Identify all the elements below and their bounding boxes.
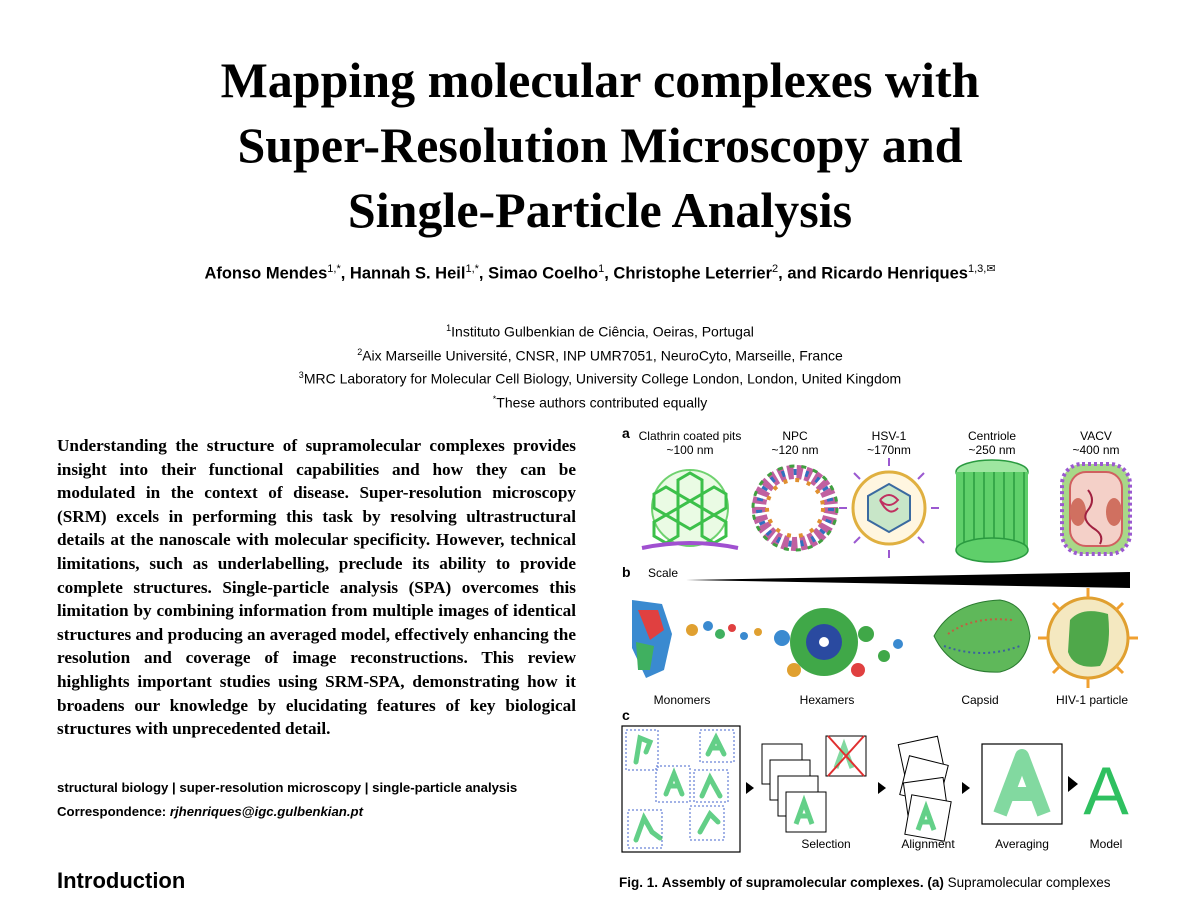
arrow-icon	[962, 782, 970, 794]
title-line-3: Single-Particle Analysis	[347, 182, 853, 238]
centriole-icon	[956, 460, 1028, 562]
panel-b-letter: b	[622, 564, 631, 580]
figure-caption	[619, 874, 1159, 892]
panel-a-name: Centriole	[967, 429, 1017, 443]
panel-c-label: Model	[1089, 837, 1123, 851]
caption-label: Fig. 1.	[619, 875, 659, 890]
arrow-icon	[746, 782, 754, 794]
alignment-stack	[898, 736, 951, 841]
affil-marker: *	[492, 393, 497, 404]
affil-marker: 3	[298, 370, 304, 381]
monomers-icon	[632, 600, 762, 678]
affil-marker: 1	[446, 323, 452, 333]
author-affil-marker: 1,*	[327, 263, 341, 275]
npc-icon	[753, 466, 837, 550]
author-affil-marker: 2	[772, 263, 779, 275]
hexamers-icon	[774, 608, 903, 677]
panel-c-label: Alignment	[901, 837, 955, 851]
panel-a-size: ~100 nm	[666, 443, 714, 457]
author-name: Ricardo Henriques	[821, 264, 968, 283]
correspondence-label: Correspondence:	[57, 804, 167, 819]
title-line-1: Mapping molecular complexes with	[220, 52, 980, 108]
affiliations	[0, 318, 1200, 413]
affiliation-line	[0, 389, 1200, 413]
capsid-icon	[934, 600, 1030, 672]
paper-title	[0, 48, 1200, 243]
averaging-result	[982, 744, 1062, 824]
correspondence-email[interactable]: rjhenriques@igc.gulbenkian.pt	[169, 804, 363, 819]
affil-text: Aix Marseille Université, CNSR, INP UMR7051, NeuroCyto, Marseille, France	[362, 347, 843, 364]
panel-b-label: Capsid	[961, 693, 999, 707]
affiliation-line	[0, 365, 1200, 389]
hsv-1-icon	[839, 458, 939, 558]
abstract: Understanding the structure of supramolecular complexes provides insight into their functional capabilities and how they can be modulated in the context of disease. Super-resolution microscopy (SRM) excels in performing this task by resolving ultrastructural details at the nanoscale with molecular specificity. However, technical limitations, such as underlabelling, preclude its ability to provide complete structures. Single-particle analysis (SPA) overcomes this limitation by combining information from multiple images of identical structures and producing an averaged model, effectively enhancing the resolution and coverage of image reconstructions. This review highlights important studies using SRM-SPA, demonstrating how it broadens our knowledge by elucidating features of key biological structures with unprecedented detail.	[57, 436, 576, 739]
panel-a-size: ~400 nm	[1072, 443, 1120, 457]
panel-b-label: HIV-1 particle	[1055, 693, 1129, 707]
affil-marker: 2	[357, 346, 363, 357]
scale-label: Scale	[648, 566, 679, 580]
figure-1	[612, 420, 1152, 865]
panel-c-letter: c	[622, 707, 630, 723]
affil-text: These authors contributed equally	[496, 394, 708, 411]
author-name: Christophe Leterrier	[613, 264, 773, 283]
panel-b-label: Monomers	[653, 693, 711, 707]
affiliation-line	[0, 342, 1200, 366]
affiliation-line	[0, 318, 1200, 342]
affil-text: Instituto Gulbenkian de Ciência, Oeiras, Portugal	[451, 323, 754, 340]
panel-a-name: Clathrin coated pits	[638, 429, 742, 443]
author-list: Afonso Mendes$^{1,*}$, Hannah S. Heil$^{1,*}$, Simao Coelho$^1$, Christophe Leterrier$^2$, and Ricardo Henriques$^{1,3,✉}$	[204, 263, 996, 283]
vacv-icon	[1062, 464, 1130, 554]
author-affil-marker: 1,*	[465, 263, 479, 275]
caption-panel: (a)	[927, 875, 944, 890]
hiv-1-particle-icon	[1038, 588, 1138, 688]
panel-b-label: Hexamers	[799, 693, 855, 707]
caption-text: Supramolecular complexes	[947, 875, 1111, 890]
raw-image-field	[622, 726, 740, 852]
keywords: structural biology | super-resolution microscopy | single-particle analysis	[57, 780, 518, 795]
author-affil-marker: 1	[598, 263, 605, 275]
author-name: Afonso Mendes	[204, 264, 328, 283]
scale-wedge	[686, 572, 1130, 588]
correspondence	[57, 804, 363, 819]
panel-a-name: VACV	[1080, 429, 1112, 443]
clathrin-coated-pit-icon	[642, 470, 738, 548]
section-heading-introduction: Introduction	[57, 868, 186, 893]
panel-c-label: Averaging	[995, 837, 1049, 851]
model-letter: A	[1083, 753, 1129, 829]
panel-a-name: NPC	[782, 429, 808, 443]
panel-a-letter: a	[622, 425, 630, 441]
panel-a-name: HSV-1	[871, 429, 907, 443]
arrow-icon	[1068, 776, 1078, 792]
selection-stack	[762, 736, 866, 832]
author-name: Simao Coelho	[488, 264, 599, 283]
author-affil-marker: 1,3,✉	[967, 263, 996, 275]
arrow-icon	[878, 782, 886, 794]
figure-1-graphic	[612, 420, 1152, 865]
panel-a-size: ~120 nm	[771, 443, 819, 457]
caption-title: Assembly of supramolecular complexes.	[661, 875, 924, 890]
panel-c-label: Selection	[801, 837, 851, 851]
panel-a-size: ~250 nm	[968, 443, 1016, 457]
author-name: Hannah S. Heil	[349, 264, 466, 283]
affil-text: MRC Laboratory for Molecular Cell Biology, University College London, London, United Kingdom	[303, 370, 902, 387]
title-line-2: Super-Resolution Microscopy and	[237, 117, 963, 173]
panel-a-size: ~170nm	[867, 443, 911, 457]
